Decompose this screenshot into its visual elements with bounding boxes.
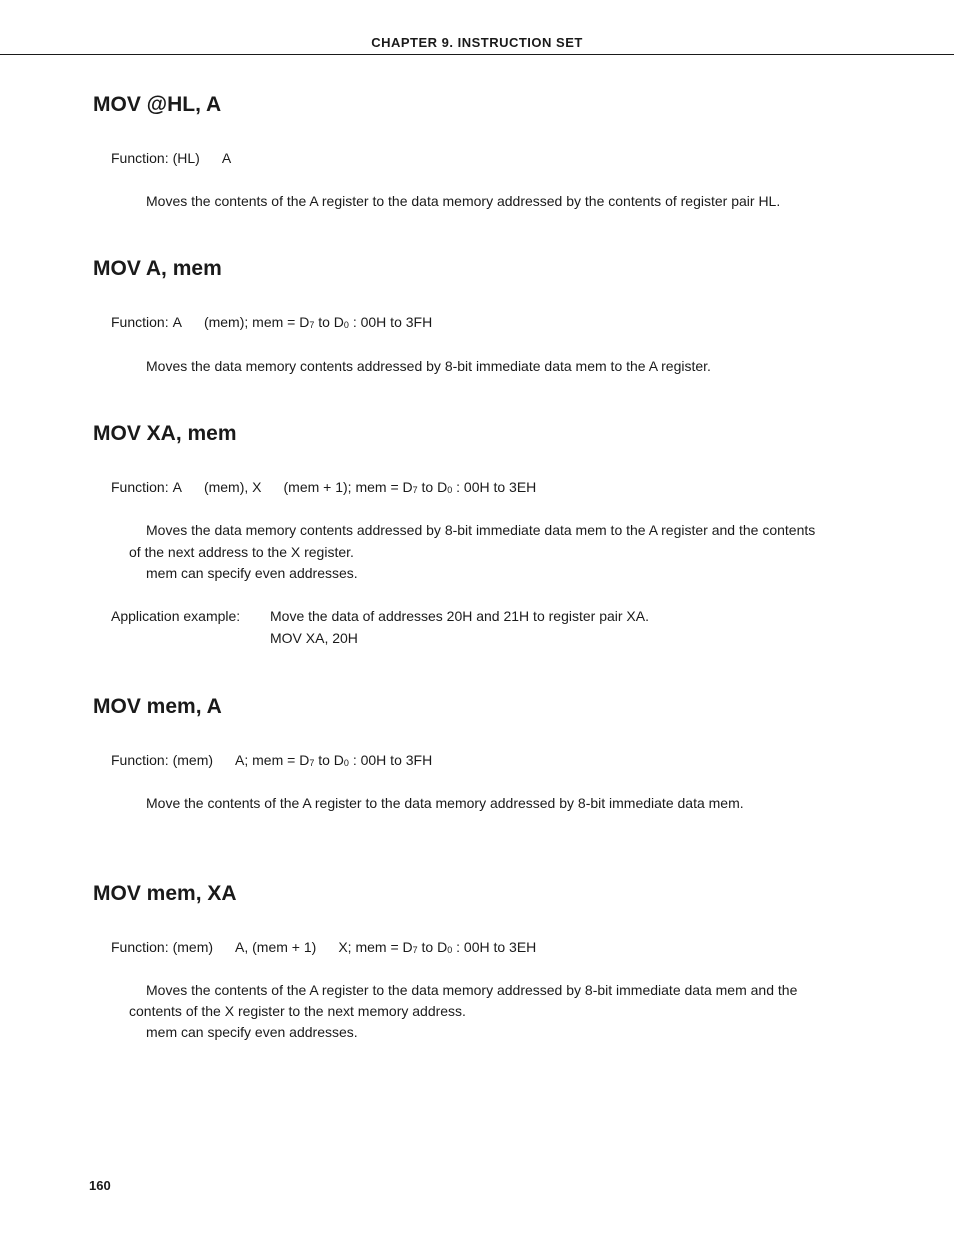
description-line: of the next address to the X register. bbox=[129, 544, 354, 560]
section-title-mov-a-mem: MOV A, mem bbox=[93, 257, 222, 280]
header-rule bbox=[0, 54, 954, 55]
function-line: Function: (HL) A bbox=[111, 150, 232, 166]
function-line: Function: (mem) A, (mem + 1) X; mem = $D_7$ to $D_0$ : 00H to 3EH bbox=[111, 939, 537, 955]
section-title-mov-mem-xa: MOV mem, XA bbox=[93, 882, 237, 905]
application-example-text: Move the data of addresses 20H and 21H to register pair XA. bbox=[270, 608, 649, 624]
description-line: contents of the X register to the next memory address. bbox=[129, 1003, 466, 1019]
description-line: Moves the contents of the A register to the data memory addressed by the contents of register pair HL. bbox=[146, 193, 781, 209]
function-line: Function: (mem) A; mem = $D_7$ to $D_0$ : 00H to 3FH bbox=[111, 752, 433, 768]
application-example-label: Application example: bbox=[111, 608, 241, 624]
section-title-mov-xa-mem: MOV XA, mem bbox=[93, 422, 237, 445]
description-line: mem can specify even addresses. bbox=[146, 565, 358, 581]
description-line: Moves the data memory contents addressed by 8-bit immediate data mem to the A register and the contents bbox=[146, 522, 816, 538]
chapter-header: CHAPTER 9. INSTRUCTION SET bbox=[371, 35, 583, 50]
function-line: Function: A (mem), X (mem + 1); mem = $D_7$ to $D_0$ : 00H to 3EH bbox=[111, 479, 537, 495]
description-line: mem can specify even addresses. bbox=[146, 1024, 358, 1040]
section-title-mov-mem-a: MOV mem, A bbox=[93, 695, 222, 718]
description-line: Move the contents of the A register to the data memory addressed by 8-bit immediate data mem. bbox=[146, 795, 744, 811]
application-example-code: MOV XA, 20H bbox=[270, 630, 358, 646]
section-title-mov-hl-a: MOV @HL, A bbox=[93, 93, 222, 116]
description-line: Moves the data memory contents addressed by 8-bit immediate data mem to the A register. bbox=[146, 358, 711, 374]
description-line: Moves the contents of the A register to the data memory addressed by 8-bit immediate data mem and the bbox=[146, 982, 798, 998]
function-line: Function: A (mem); mem = $D_7$ to $D_0$ : 00H to 3FH bbox=[111, 314, 433, 330]
page-number: 160 bbox=[89, 1178, 111, 1193]
